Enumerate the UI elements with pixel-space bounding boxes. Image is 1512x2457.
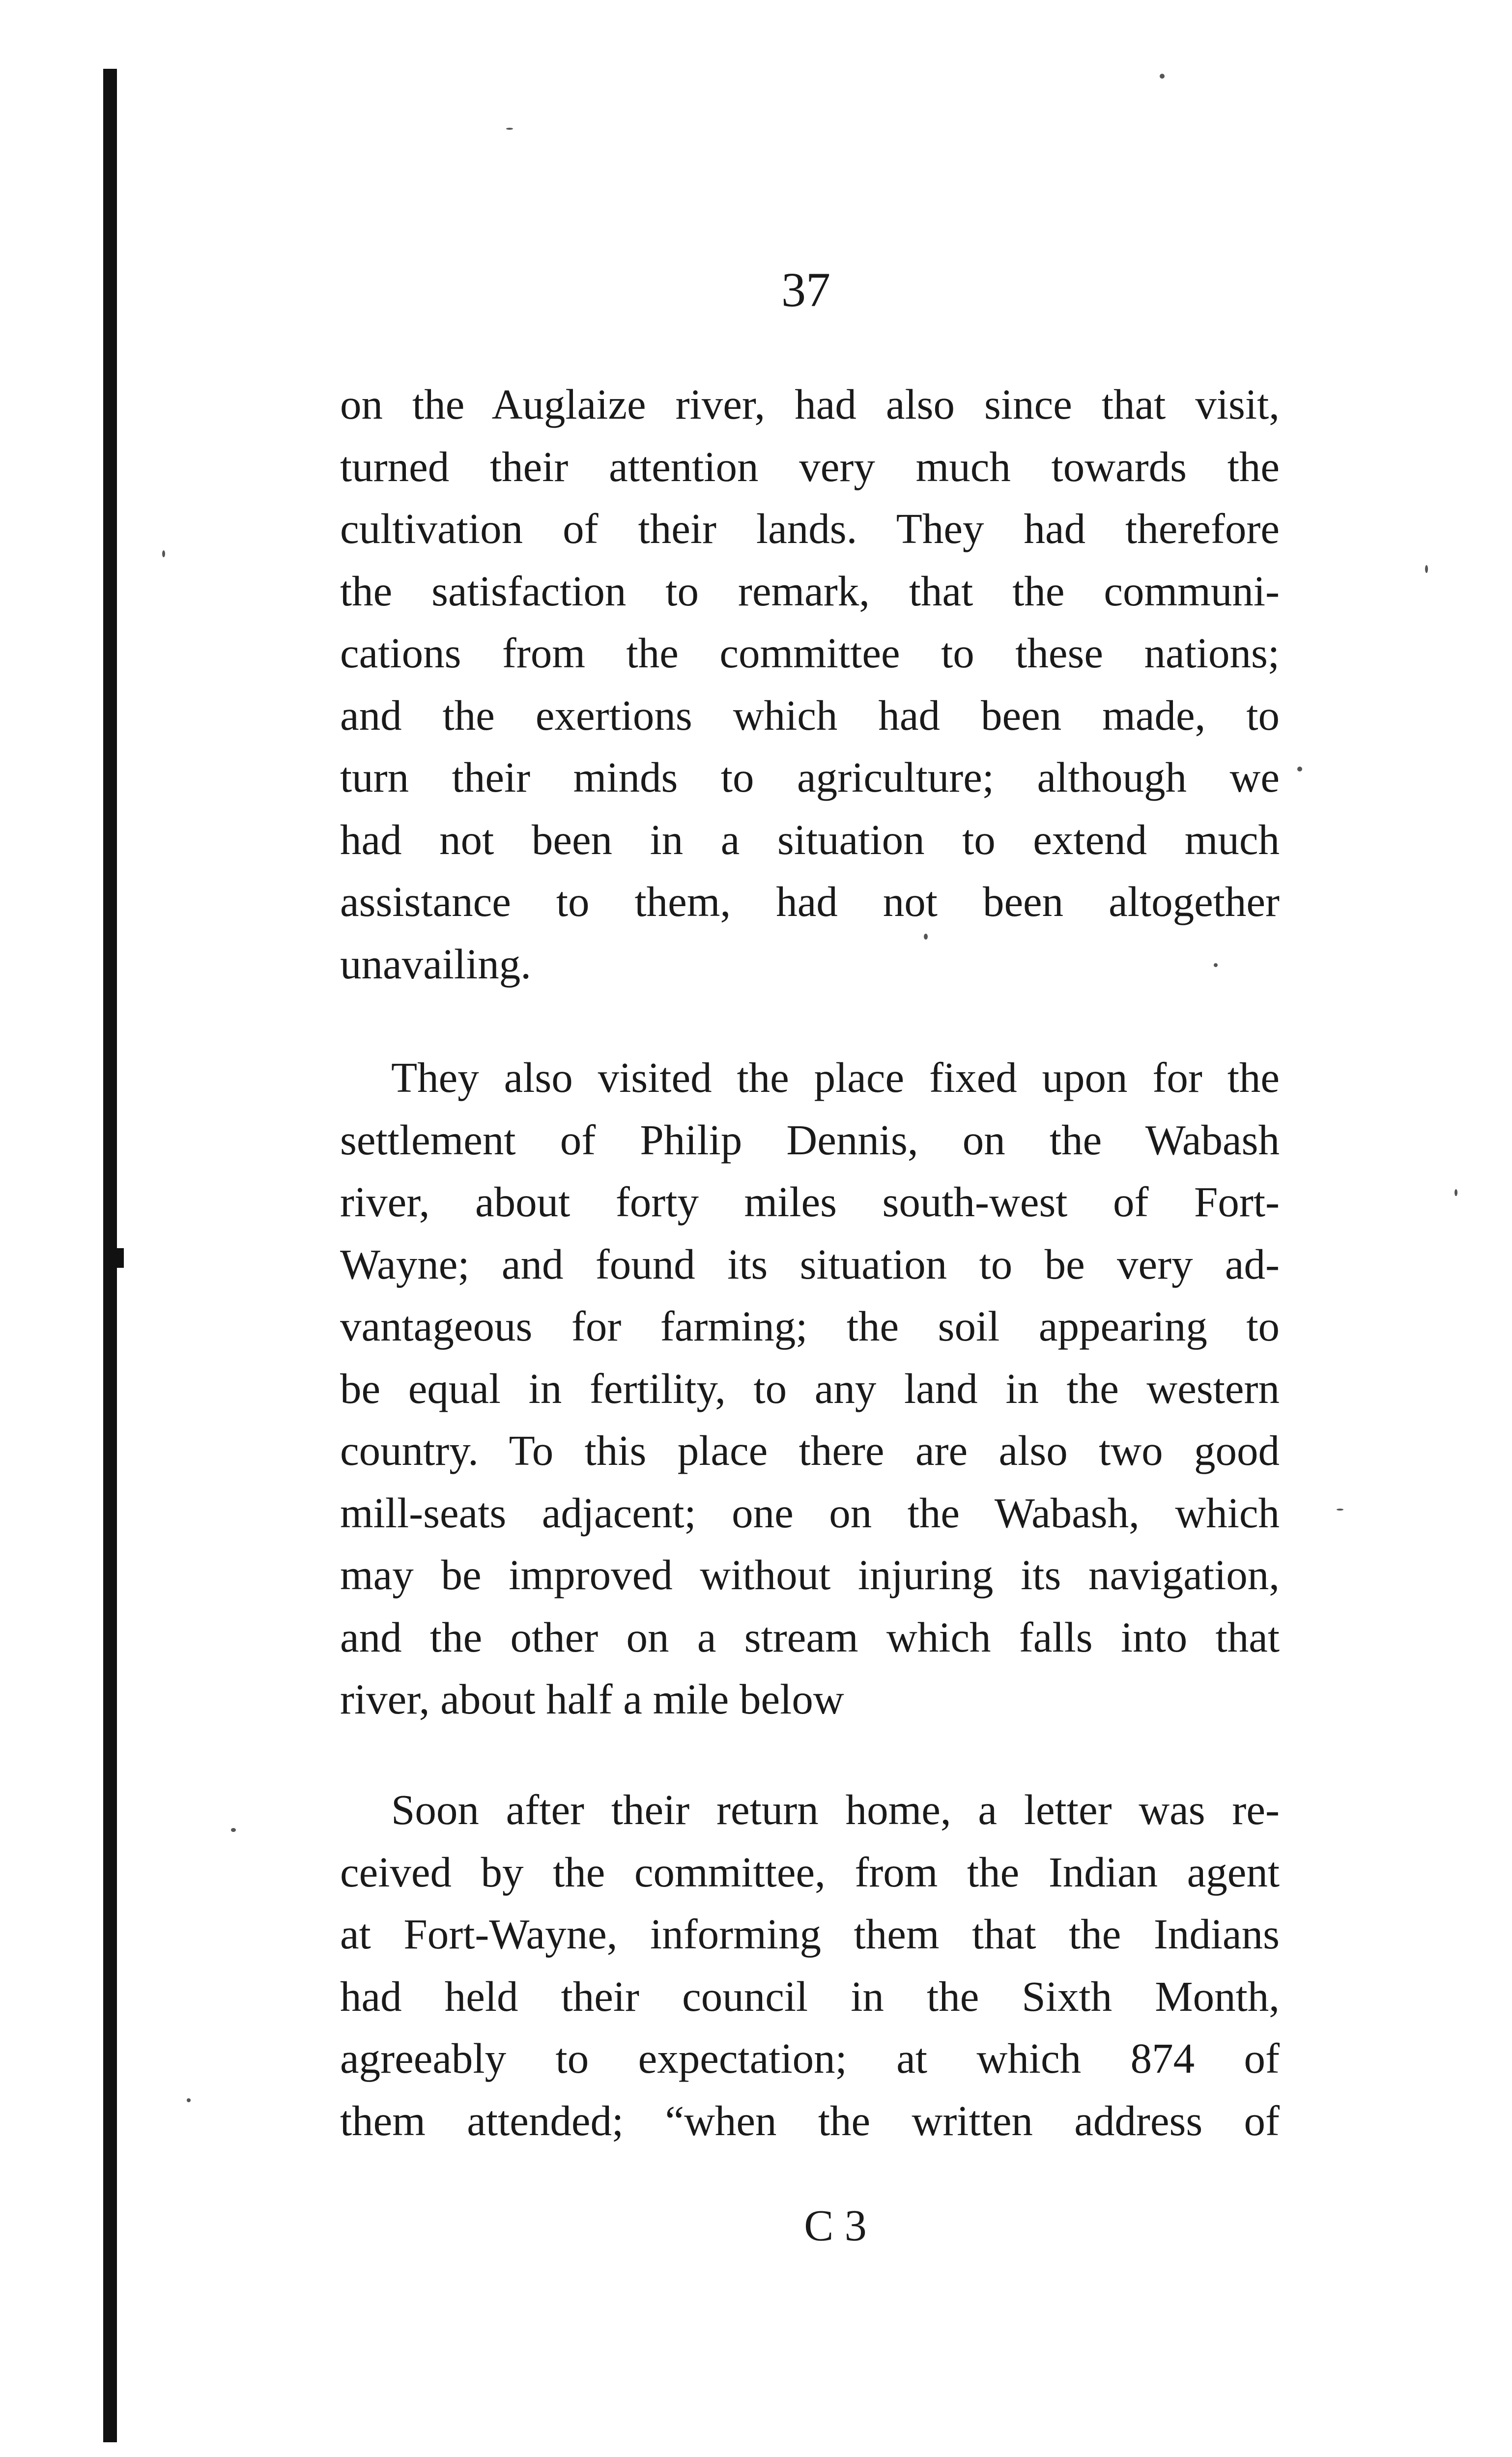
text-line: them attended; “when the written address of [340,2096,1280,2144]
scan-speck [506,128,513,130]
text-line: at Fort-Wayne, informing them that the Indians [340,1910,1280,1958]
binding-notch [114,1248,124,1268]
scan-speck [924,934,928,940]
text-line: settlement of Philip Dennis, on the Wabash [340,1115,1280,1164]
scan-speck [1455,1189,1457,1196]
signature-mark: C 3 [804,2201,867,2250]
text-line: mill-seats adjacent; one on the Wabash, which [340,1488,1280,1537]
text-line: cations from the committee to these nations; [340,629,1280,677]
text-line: had held their council in the Sixth Month, [340,1972,1280,2020]
scan-speck [1160,74,1165,79]
text-line: vantageous for farming; the soil appearing to [340,1302,1280,1350]
text-line: river, about forty miles south-west of Fort- [340,1178,1280,1226]
scan-speck [1297,767,1302,771]
text-line: on the Auglaize river, had also since that visit, [340,380,1280,428]
text-line: They also visited the place fixed upon for the [391,1054,1280,1101]
text-line: and the exertions which had been made, to [340,691,1280,739]
scan-speck [1214,963,1218,967]
paragraph-2 [340,1047,1280,1731]
text-line: agreeably to expectation; at which 874 of [340,2034,1280,2082]
text-line: turned their attention very much towards the [340,442,1280,490]
text-line: country. To this place there are also two good [340,1427,1280,1474]
scan-speck [187,2098,191,2102]
text-line: unavailing. [340,940,531,988]
text-line: river, about half a mile below [340,1675,844,1723]
text-line: assistance to them, had not been altogether [340,878,1280,925]
text-line: Soon after their return home, a letter was re- [391,1786,1280,1833]
scan-speck [1337,1509,1343,1511]
text-line: Wayne; and found its situation to be very ad- [340,1240,1280,1288]
text-line: be equal in fertility, to any land in the western [340,1364,1280,1412]
text-line: ceived by the committee, from the Indian agent [340,1848,1280,1896]
scan-speck [1425,565,1428,573]
paragraph-3 [340,1779,1280,2152]
text-line: the satisfaction to remark, that the communi- [340,567,1280,615]
scan-speck [162,550,165,557]
text-line: and the other on a stream which falls into that [340,1613,1280,1661]
page-number: 37 [781,262,830,317]
text-line: turn their minds to agriculture; although we [340,753,1280,801]
paragraph-1 [340,373,1280,995]
scan-speck [231,1828,236,1832]
text-line: had not been in a situation to extend much [340,815,1280,863]
text-line: cultivation of their lands. They had therefore [340,505,1280,552]
text-line: may be improved without injuring its navigation, [340,1551,1280,1599]
